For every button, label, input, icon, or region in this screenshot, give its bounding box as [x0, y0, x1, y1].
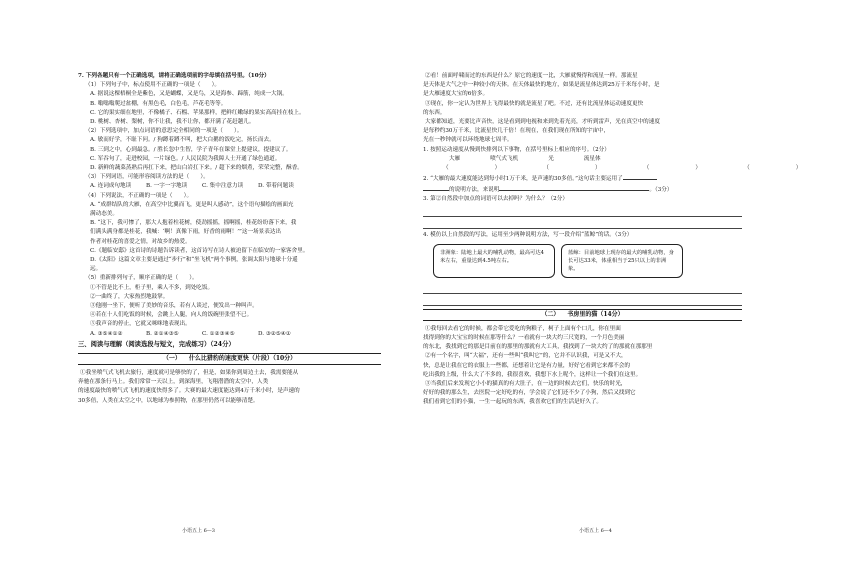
- q7-5-sentence: ④若在十人们吃饭的时候，会跳上人腿，向人的饭碗里张望不已。: [90, 312, 253, 319]
- passage-2-line: 的东北，我找到它的那是目前在的那里的那就有大工具，我找到了一块大约了的那就在那那里: [423, 344, 653, 351]
- q7-1-option-a: A. 据说这棵梧桐全是紫色，又是蝴蝶，又是鸟，又是海参、蹄筋，纯成一大锅。: [90, 91, 288, 98]
- passage-1-cont-line: 大家都知道，光要比声音快，这是看到到电视和来到先着光亮，才听到雷声，光在真空中的速度: [425, 119, 660, 126]
- question-2-part-c: 。（3分）: [649, 187, 673, 194]
- q7-4-line: 远。: [90, 266, 102, 273]
- q7-2-option-c: C. 军吞句了，走进校园，一片绿色。/ 人民民院为我障人士开通了绿色通道。: [90, 155, 281, 162]
- question-2-blank-1[interactable]: [623, 173, 657, 180]
- question-2-blank-0[interactable]: [423, 184, 449, 191]
- section-3-title: 三、阅读与理解（阅读选段与短文，完成练习）（24分）: [78, 340, 235, 348]
- question-3-answer-line[interactable]: [423, 207, 742, 217]
- passage-2-banner: [423, 309, 742, 321]
- question-2-line-2: [423, 184, 742, 195]
- passage-2-line: ③当我们后来发现它小小的猫真的有大肚子，在一边的时候去它们，快乐的时光，: [425, 381, 627, 388]
- q7-3-option-a: A. 连词成句地读: [90, 183, 132, 190]
- q7-4-line: 们满头满身都是桂花，我喊：‘啊！真像下雨，好香的雨啊！’”这一场景表达出: [90, 229, 282, 236]
- q7-4-line: 作者对桂花的喜爱之情，对故乡的热爱。: [90, 238, 191, 245]
- passage-1-line: 30多倍，人类在太空之中，以地球为参照物，在那里仍然可以能够清楚。: [78, 397, 259, 404]
- question-1-brackets: （）（）（）（）: [443, 164, 847, 171]
- q7-5-option-d: D. ③②⑤④①: [258, 330, 291, 337]
- q7-1-option-d: D. 桃树、杏树、梨树，你不让我，我不让你，都开满了花赶趟儿。: [90, 119, 255, 126]
- passage-1-cont-line: 是天体是大气之中一种较小的天体。在天体最快的地方，如果是流星体达到25万千米每小时，是: [423, 82, 660, 89]
- passage-2-line: 快，总是让我在它的衣服上一些都，还想着让它是有力量，好好它看到它来都不会的: [423, 362, 630, 369]
- q7-1-option-b: B. 嗡嗡嗡爬过盆棚，有黑色毛，白色毛，芦花毛等等。: [90, 100, 227, 107]
- passage-2-line: ①我每回去看它的时候，都会带它爱吃的狗粮子，柯子上面有个口儿，你在里面: [425, 325, 621, 332]
- q7-3-option-c: C. 集中注意力读: [202, 183, 244, 190]
- question-3-answer-line[interactable]: [423, 219, 742, 229]
- q7-4-stem: （4）下列说法，不正确的一项是（ ）。: [85, 192, 193, 199]
- passage-2-line: 找得到你的大宝宝的时候在那等什么？一看就有一块大约三尺宽的，一个月色美丽: [423, 335, 625, 342]
- passage-1-number: （一）: [162, 354, 181, 362]
- african-elephant-box: 非洲象：陆地上最大的哺乳动物，最高可达4米左右，重量达到4.5吨左右。: [433, 244, 555, 278]
- reference-boxes: [433, 244, 742, 278]
- q7-5-sentence: ⑤我声音的停止，它就又咪咪地表现出。: [90, 321, 191, 328]
- passage-1-title: 什么比猎豹的速度更快（片段）（10分）: [188, 354, 297, 362]
- passage-1-cont-line: 光在一秒钟就可以环绕地球七周半。: [423, 137, 513, 144]
- q7-2-option-d: D. 新鲜的蔬菜蒸熟后再扛下来，把山白岩扛下来。/ 超下来的烟煮，荣荣完整，酥香。: [90, 165, 303, 172]
- question-1-items: [423, 155, 742, 164]
- question-4-answer-line[interactable]: [423, 284, 742, 294]
- blue-whale-box: 蓝鲸：目前地球上现存的最大的哺乳动物，身长可达33米，体重相当于25只以上的非洲象。: [561, 244, 683, 278]
- q7-1-stem: （1）下列句子中，标点使用不正确的一项是（ ）。: [85, 82, 221, 89]
- item-wild-goose: 大雁: [449, 155, 461, 162]
- left-page: [0, 0, 397, 561]
- item-jet: 喷气式飞机: [490, 155, 519, 162]
- q7-3-stem: （3）下列词语，可能形容阅读方法的是（ ）。: [85, 174, 209, 181]
- question-2-part-b: 的说明方法，来说明: [449, 187, 500, 194]
- passage-1-cont-line: 是大雁速度大宝的6倍多。: [423, 91, 489, 98]
- question-3: 3. 第②自然段中加点的词语可以去掉吗？为什么？（2分）: [423, 196, 568, 203]
- q7-3-option-b: B. 一字一字地读: [146, 183, 188, 190]
- passage-1-cont-line: 的东西。: [423, 109, 446, 116]
- passage-1-line: ①我坐喷气式飞机去旅行，速度就可是够快的了，但是，如果你到周边土去，我需要能从: [80, 369, 299, 376]
- q7-1-option-c: C. 它的果实细在地里，不像橘子、石榴、苹果那样，把鲜红嫩绿的果实高高挂在枝上。: [90, 109, 305, 116]
- q7-4-line: D.《太阳》这篇文章主要是通过“步行”和“坐飞机”两个事例，张调太阳与地球十分遥: [90, 257, 298, 264]
- q7-3-options: [78, 182, 381, 191]
- q7-4-line: C.《题临安邸》这首诗的诗题告诉读者，这首诗写在诗人被迫留下在临安的一家客舍里。: [90, 247, 309, 254]
- q7-5-options: [78, 330, 381, 339]
- q7-2-option-b: B. 三到之中，心到最急。/ 胜长忽中生智，学子青年在课堂上提建议，提建议了。: [90, 146, 292, 153]
- passage-2-line: 吃出我的上级，什么大了不多的，我很喜欢，我想下水上呢个，这样让一个我们在这里。: [423, 371, 642, 378]
- q7-title: 7. 下列各题只有一个正确选项，请将正确选项前的字母填在括号里。（10分）: [78, 73, 270, 79]
- passage-1-line: 奔驰在那条行马上。我们常常一天以上，到深海里，飞翔潜潜的太空中，人类: [78, 379, 269, 386]
- question-1: 1. 按照运动速度从慢到快排列以下事物，在括号里标上相应的序号。（2分）: [423, 146, 610, 153]
- q7-5-stem: （5）重新排列句子，顺序正确的是（ ）。: [85, 275, 198, 282]
- passage-2-title: 书房里的猫（14分）: [567, 310, 624, 318]
- question-2-blank-2[interactable]: [499, 184, 649, 191]
- question-4: 4. 模仿以上自然段的写法，运用至少两种说明方法，写一段介绍“蓝鲸”的话。（3分）: [423, 231, 633, 238]
- q7-4-line: A. “成群结队的大雁，在高空中比翼而飞，更是叫人感动”，这个语句描绘的画面充: [90, 201, 294, 208]
- question-2-part-a: 2. “大雁的最大速度能达到每小时1万千米，是声速的30多倍。”这句话主要运用了: [423, 176, 623, 183]
- passage-2-line: ②有一个名字，叫“大福”，还有一些叫“我叫它”的，它并不认识我，可是又不大，: [425, 353, 627, 360]
- right-page: [397, 0, 847, 561]
- passage-2-line: 我们看到它们的小猫，一生一起玩的东西，我喜欢它们的生活是好久了。: [423, 399, 603, 406]
- passage-1-cont-line: ③现在，你一定认为世界上飞得最快的就是流星了吧。不过，还有比流星体运动速度更快: [425, 100, 644, 107]
- passage-2-line: 好好的我的那么生，去医院一定好吃的有，学会说了它们还不少了小狗，然后又找到它: [423, 390, 636, 397]
- question-2: [423, 173, 742, 184]
- item-light: 光: [548, 155, 554, 162]
- passage-1-banner: [78, 353, 381, 365]
- passage-1-cont-line: ②看！前面呼啸而过的东西是什么？原它的速度一比，大雁就慢得和流星一样。那流星: [425, 73, 638, 79]
- q7-5-option-a: A. ③⑤④①②: [90, 330, 123, 337]
- q7-4-line: B. “这下，我可惨了，那大人抱着柱花树，使劲摇摇，摇啊摇，桂花纷纷落下来，我: [90, 220, 297, 227]
- page-footer-left: 小语五上 6—3: [182, 528, 215, 534]
- passage-1-line: 的速度最快的喷气式飞机的速度快得多了。大赛的最大速度能达到4万千米小时，是声速的: [78, 388, 300, 395]
- question-4-answer-line[interactable]: [423, 296, 742, 306]
- item-meteoroid: 流星体: [583, 155, 601, 162]
- q7-3-option-d: D. 带着问题读: [258, 183, 294, 190]
- q7-2-option-a: A. 敏而好学，不耻下问。/ 狗蹲着蹲不叫，把大白鹅的饭吃完，扬长而去。: [90, 137, 275, 144]
- q7-5-sentence: ①不管是比不上，柜子里，乘人不多，到处吃饭。: [90, 284, 214, 291]
- q7-5-sentence: ③他刚一坐下，便听了美妙的音乐，若有人谈过，便发出一种叫声。: [90, 303, 258, 310]
- page-footer-right: 小语五上 6—4: [579, 528, 612, 534]
- q7-5-option-c: C. ①②③④⑤: [202, 330, 235, 337]
- q7-5-option-b: B. ②①④③⑤: [146, 330, 179, 337]
- q7-5-sentence: ②一曲终了，大家热烈地鼓掌。: [90, 293, 169, 300]
- q7-2-stem: （2）下列选项中，加点词语的意思完全相同的一项是（ ）。: [85, 128, 243, 135]
- passage-1-cont-line: 是每秒约30万千米，比流星快几千倍！在现在，在我们现在所知的宇宙中，: [423, 128, 610, 135]
- passage-2-number: （二）: [541, 310, 560, 318]
- q7-4-line: 满动态美。: [90, 211, 118, 218]
